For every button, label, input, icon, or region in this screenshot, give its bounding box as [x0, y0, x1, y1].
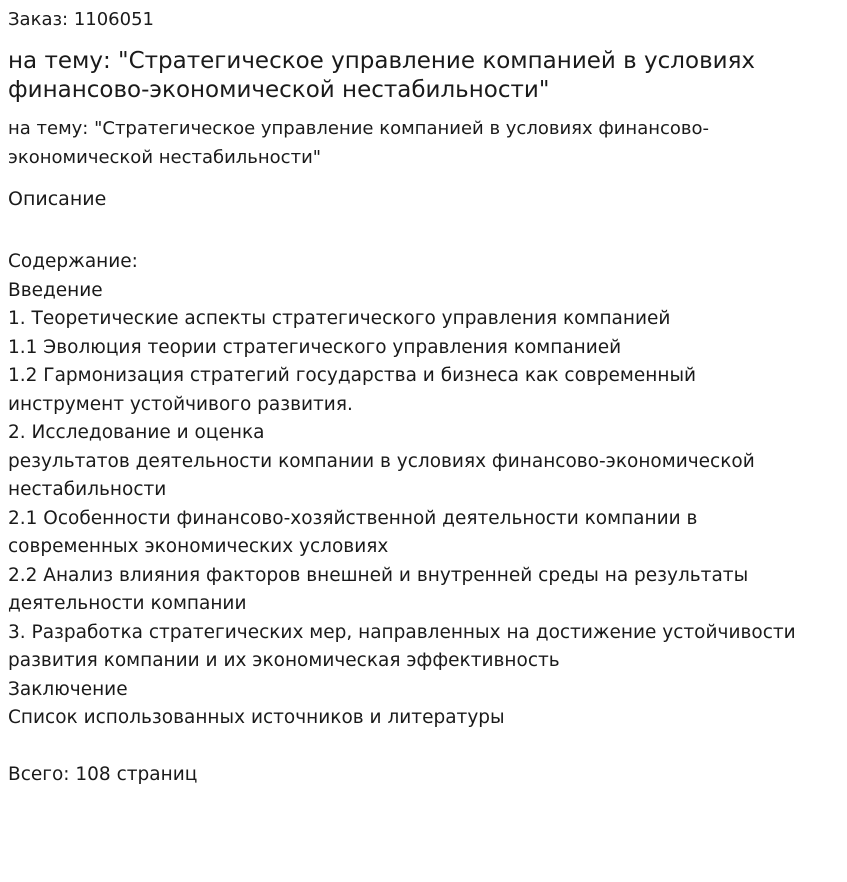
- contents-item: Введение: [8, 279, 103, 301]
- title-line: на тему: "Стратегическое управление компанией в условиях: [8, 48, 756, 74]
- table-of-contents: [8, 248, 839, 733]
- document-title: [8, 47, 828, 105]
- subtitle-line: на тему: "Стратегическое управление компанией в условиях финансово-: [8, 118, 710, 139]
- document-subtitle: [8, 114, 828, 172]
- order-number: Заказ: 1106051: [8, 9, 154, 30]
- contents-heading: Содержание:: [8, 251, 138, 272]
- description-heading: Описание: [8, 188, 107, 210]
- contents-item: 1.1 Эволюция теории стратегического управления компанией: [8, 336, 622, 358]
- contents-item: Список использованных источников и литературы: [8, 707, 505, 728]
- contents-item: 3. Разработка стратегических мер, направленных на достижение устойчивости: [8, 621, 796, 643]
- contents-item: 1.2 Гармонизация стратегий государства и бизнеса как современный: [8, 365, 697, 386]
- contents-item: результатов деятельности компании в условиях финансово-экономической: [8, 450, 755, 472]
- contents-item: 2. Исследование и оценка: [8, 422, 265, 443]
- contents-item: 2.1 Особенности финансово-хозяйственной деятельности компании в: [8, 507, 698, 529]
- contents-item: развития компании и их экономическая эффективность: [8, 650, 560, 671]
- contents-item: современных экономических условиях: [8, 536, 389, 557]
- title-line: финансово-экономической нестабильности": [8, 77, 550, 103]
- contents-item: нестабильности: [8, 479, 167, 500]
- total-pages: Всего: 108 страниц: [8, 764, 198, 785]
- contents-item: 2.2 Анализ влияния факторов внешней и внутренней среды на результаты: [8, 564, 749, 586]
- subtitle-line: экономической нестабильности": [8, 147, 322, 168]
- contents-item: 1. Теоретические аспекты стратегического управления компанией: [8, 308, 671, 329]
- contents-item: деятельности компании: [8, 593, 247, 614]
- contents-item: Заключение: [8, 678, 128, 700]
- contents-item: инструмент устойчивого развития.: [8, 393, 353, 415]
